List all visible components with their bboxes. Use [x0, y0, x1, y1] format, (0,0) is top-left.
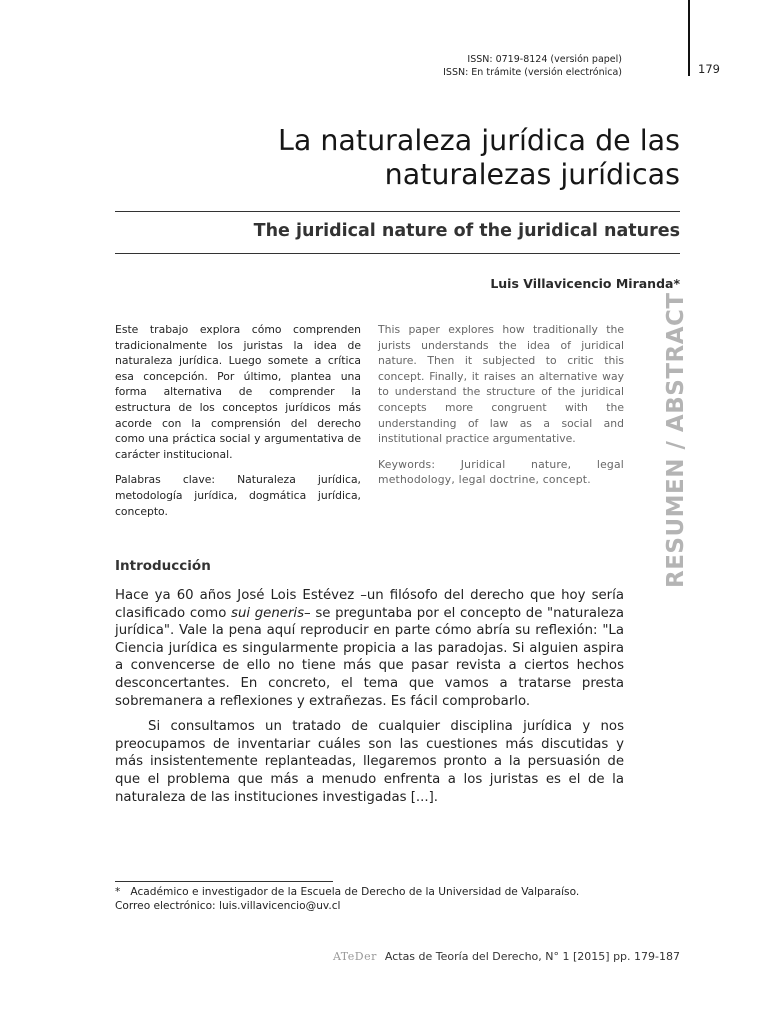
journal-footer	[333, 950, 680, 963]
keywords-spanish: Palabras clave: Naturaleza jurídica, metodología jurídica, dogmática jurídica, concepto.	[115, 473, 361, 518]
footnote	[115, 885, 635, 913]
paragraph-1-part-1: Hace ya 60 años José Lois Estévez –un filósofo del derecho que hoy sería clasificado como	[115, 588, 624, 621]
footnote-affiliation: * Académico e investigador de la Escuela de Derecho de la Universidad de Valparaíso.	[115, 886, 580, 898]
title-divider-top	[115, 211, 680, 212]
abstract-english-text: This paper explores how traditionally the jurists understands the idea of juridical nature. Then it subjected to critic this concept. Finally, it raises an alternative way to understand the structure of the juridical concepts more congruent with the understanding of law as a social and institutional practice argumentative.	[378, 323, 624, 446]
introduction-body	[115, 587, 624, 814]
page-number: 179	[698, 62, 720, 76]
journal-logo: ATeDer	[332, 950, 377, 963]
title-divider-bottom	[115, 253, 680, 254]
keywords-english: Keywords: Juridical nature, legal methodology, legal doctrine, concept.	[378, 457, 624, 487]
abstract-english	[378, 322, 624, 498]
article-title: La naturaleza jurídica de las naturalezas jurídicas	[277, 124, 680, 191]
abstract-spanish-text: Este trabajo explora cómo comprenden tradicionalmente los juristas la idea de naturaleza jurídica. Luego somete a crítica esa concepción. Por último, plantea una forma alternativa de comprender la estructura de los conceptos jurídicos más acorde con la comprensión del derecho como una práctica social y argumentativa de carácter institucional.	[115, 323, 361, 461]
paragraph-1	[115, 587, 624, 710]
footnote-email: Correo electrónico: luis.villavicencio@uv.cl	[115, 900, 341, 912]
issn-electronic: ISSN: En trámite (versión electrónica)	[443, 67, 622, 78]
issn-print: ISSN: 0719-8124 (versión papel)	[467, 54, 622, 65]
paragraph-2: Si consultamos un tratado de cualquier disciplina jurídica y nos preocupamos de inventariar cuáles son las cuestiones más discutidas y más insistentemente replanteadas, llegaremos pronto a la persuasión de que el problema que más a menudo enfrenta a los juristas es el de la naturaleza de las instituciones investigadas [...].	[115, 719, 624, 805]
author-name: Luis Villavicencio Miranda*	[490, 276, 680, 291]
journal-citation: Actas de Teoría del Derecho, N° 1 [2015] pp. 179-187	[384, 950, 680, 963]
introduction-heading: Introducción	[115, 558, 211, 574]
resumen-abstract-label: RESUMEN / ABSTRACT	[663, 292, 689, 588]
article-subtitle: The juridical nature of the juridical natures	[253, 221, 680, 241]
paragraph-1-part-2: – se preguntaba por el concepto de "naturaleza jurídica". Vale la pena aquí reproducir en parte cómo abría su reflexión: "La Ciencia jurídica es singularmente propicia a las paradojas. Si alguien aspira a convencerse de ello no tiene más que pasar revista a ciertos hechos desconcertantes. En concreto, el tema que vamos a tratarse presta sobremanera a reflexiones y extrañezas. Es fácil comprobarlo.	[115, 605, 624, 709]
abstract-spanish	[115, 322, 361, 529]
margin-rule	[688, 0, 690, 76]
footnote-rule	[115, 881, 333, 882]
paragraph-1-italic: sui generis	[231, 605, 305, 621]
issn-block	[443, 53, 622, 79]
